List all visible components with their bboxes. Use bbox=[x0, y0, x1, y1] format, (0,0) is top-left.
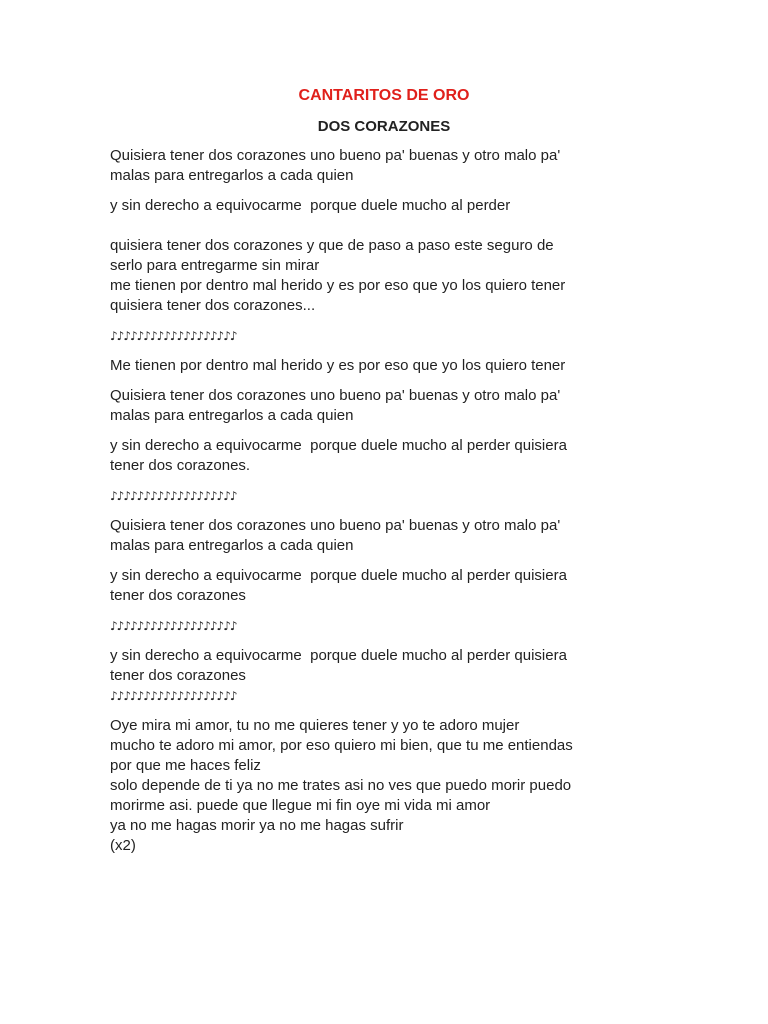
lyric-paragraph bbox=[110, 436, 655, 476]
lyric-line: y sin derecho a equivocarme porque duele mucho al perder quisiera bbox=[110, 567, 567, 584]
lyric-line: mucho te adoro mi amor, por eso quiero mi bien, que tu me entiendas bbox=[110, 737, 573, 754]
lyric-line: serlo para entregarme sin mirar bbox=[110, 257, 320, 274]
lyric-line: y sin derecho a equivocarme porque duele mucho al perder bbox=[110, 197, 511, 214]
music-notes-interlude bbox=[110, 616, 655, 636]
lyric-line: malas para entregarlos a cada quien bbox=[110, 167, 354, 184]
document-title: CANTARITOS DE ORO bbox=[298, 87, 470, 104]
music-notes-interlude bbox=[110, 486, 655, 506]
song-title: DOS CORAZONES bbox=[317, 118, 451, 135]
lyric-line: tener dos corazones. bbox=[110, 457, 251, 474]
lyric-paragraph bbox=[110, 356, 655, 376]
lyric-line: tener dos corazones bbox=[110, 667, 246, 684]
lyric-line: malas para entregarlos a cada quien bbox=[110, 537, 354, 554]
lyric-line: Quisiera tener dos corazones uno bueno pa' buenas y otro malo pa' bbox=[110, 517, 561, 534]
lyric-line: y sin derecho a equivocarme porque duele mucho al perder quisiera bbox=[110, 437, 567, 454]
lyric-paragraph bbox=[110, 516, 655, 556]
lyric-line: ya no me hagas morir ya no me hagas sufrir bbox=[110, 817, 404, 834]
lyric-paragraph bbox=[110, 146, 655, 186]
lyric-line: y sin derecho a equivocarme porque duele mucho al perder quisiera bbox=[110, 647, 567, 664]
lyric-paragraph bbox=[110, 236, 655, 316]
music-notes-line: ♪♪♪♪♪♪♪♪♪♪♪♪♪♪♪♪♪♪♪ bbox=[110, 329, 237, 343]
lyric-paragraph bbox=[110, 386, 655, 426]
lyric-line: Oye mira mi amor, tu no me quieres tener y yo te adoro mujer bbox=[110, 717, 520, 734]
music-notes-line: ♪♪♪♪♪♪♪♪♪♪♪♪♪♪♪♪♪♪♪ bbox=[110, 619, 237, 633]
lyric-paragraph bbox=[110, 566, 655, 606]
lyric-line: quisiera tener dos corazones... bbox=[110, 297, 316, 314]
lyric-line: Quisiera tener dos corazones uno bueno pa' buenas y otro malo pa' bbox=[110, 147, 561, 164]
lyric-paragraph bbox=[110, 716, 655, 856]
lyric-line: por que me haces feliz bbox=[110, 757, 261, 774]
music-notes-interlude bbox=[110, 686, 655, 706]
music-notes-line: ♪♪♪♪♪♪♪♪♪♪♪♪♪♪♪♪♪♪♪ bbox=[110, 489, 237, 503]
lyric-paragraph bbox=[110, 646, 655, 686]
lyric-line: quisiera tener dos corazones y que de paso a paso este seguro de bbox=[110, 237, 554, 254]
lyric-line: (x2) bbox=[110, 837, 136, 854]
lyric-line: Me tienen por dentro mal herido y es por eso que yo los quiero tener bbox=[110, 357, 566, 374]
lyric-line: morirme asi. puede que llegue mi fin oye mi vida mi amor bbox=[110, 797, 491, 814]
lyric-line: malas para entregarlos a cada quien bbox=[110, 407, 354, 424]
lyric-line: me tienen por dentro mal herido y es por eso que yo los quiero tener bbox=[110, 277, 566, 294]
lyric-line: Quisiera tener dos corazones uno bueno pa' buenas y otro malo pa' bbox=[110, 387, 561, 404]
lyric-line: tener dos corazones bbox=[110, 587, 246, 604]
lyrics-body bbox=[110, 146, 655, 856]
lyric-paragraph bbox=[110, 196, 655, 216]
lyric-line: solo depende de ti ya no me trates asi no ves que puedo morir puedo bbox=[110, 777, 572, 794]
music-notes-interlude bbox=[110, 326, 655, 346]
music-notes-line: ♪♪♪♪♪♪♪♪♪♪♪♪♪♪♪♪♪♪♪ bbox=[110, 689, 237, 703]
